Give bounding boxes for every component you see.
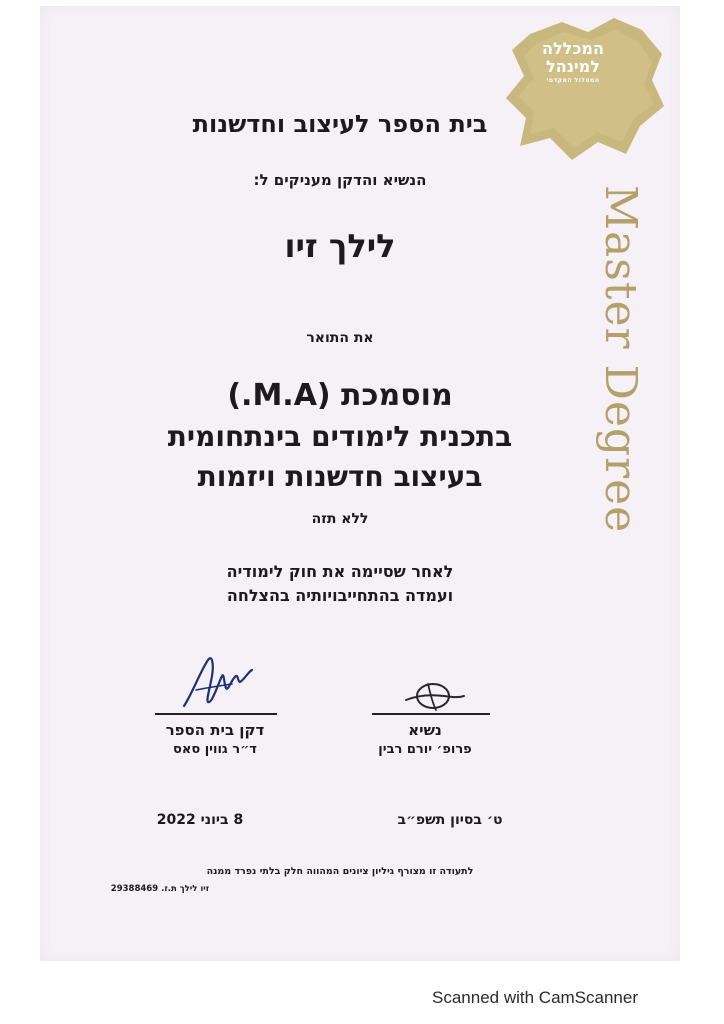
dean-role: דקן בית הספר <box>165 721 265 739</box>
completion-line-1: לאחר שסיימה את חוק לימודיה <box>226 562 454 581</box>
president-name: פרופ׳ יורם רבין <box>378 742 472 757</box>
degree-line-1: מוסמכת (M.A.) <box>227 378 453 413</box>
completion-line-2: ועמדה בהתחייבויותיה בהצלחה <box>226 586 454 605</box>
camscanner-watermark: Scanned with CamScanner <box>432 988 639 1007</box>
dean-name: ד״ר גווין סאס <box>173 742 257 757</box>
school-name: בית הספר לעיצוב וחדשנות <box>192 110 488 138</box>
hebrew-date: ט׳ בסיון תשפ״ב <box>397 812 503 828</box>
degree-line-3: בעיצוב חדשנות ויזמות <box>197 460 483 493</box>
seal-small-text: המסלול האקדמי <box>546 77 600 84</box>
degree-line-2: בתכנית לימודים בינתחומית <box>167 420 513 453</box>
seal-line-2: למינהל <box>546 57 600 76</box>
title-of-line: את התואר <box>306 330 374 346</box>
dean-signature-line <box>155 713 277 715</box>
intro-line: הנשיא והדקן מעניקים ל: <box>253 171 427 189</box>
gregorian-date: 8 ביוני 2022 <box>156 812 244 828</box>
recipient-name: לילך זיו <box>284 227 396 265</box>
president-signature-line <box>372 713 490 715</box>
seal-text <box>528 40 618 86</box>
college-seal-logo <box>502 14 667 162</box>
seal-line-1: המכללה <box>542 39 604 58</box>
transcript-footnote: לתעודה זו מצורף גיליון ציונים המהווה חלק בלתי נפרד ממנה <box>206 866 474 877</box>
president-signature <box>398 676 468 716</box>
id-line: זיו לילך ת.ז. 29388469 <box>110 884 210 894</box>
thesis-note: ללא תזה <box>311 511 369 527</box>
dean-signature <box>178 650 268 712</box>
president-role: נשיא <box>408 721 442 739</box>
master-degree-vertical-title: Master Degree <box>595 185 646 534</box>
